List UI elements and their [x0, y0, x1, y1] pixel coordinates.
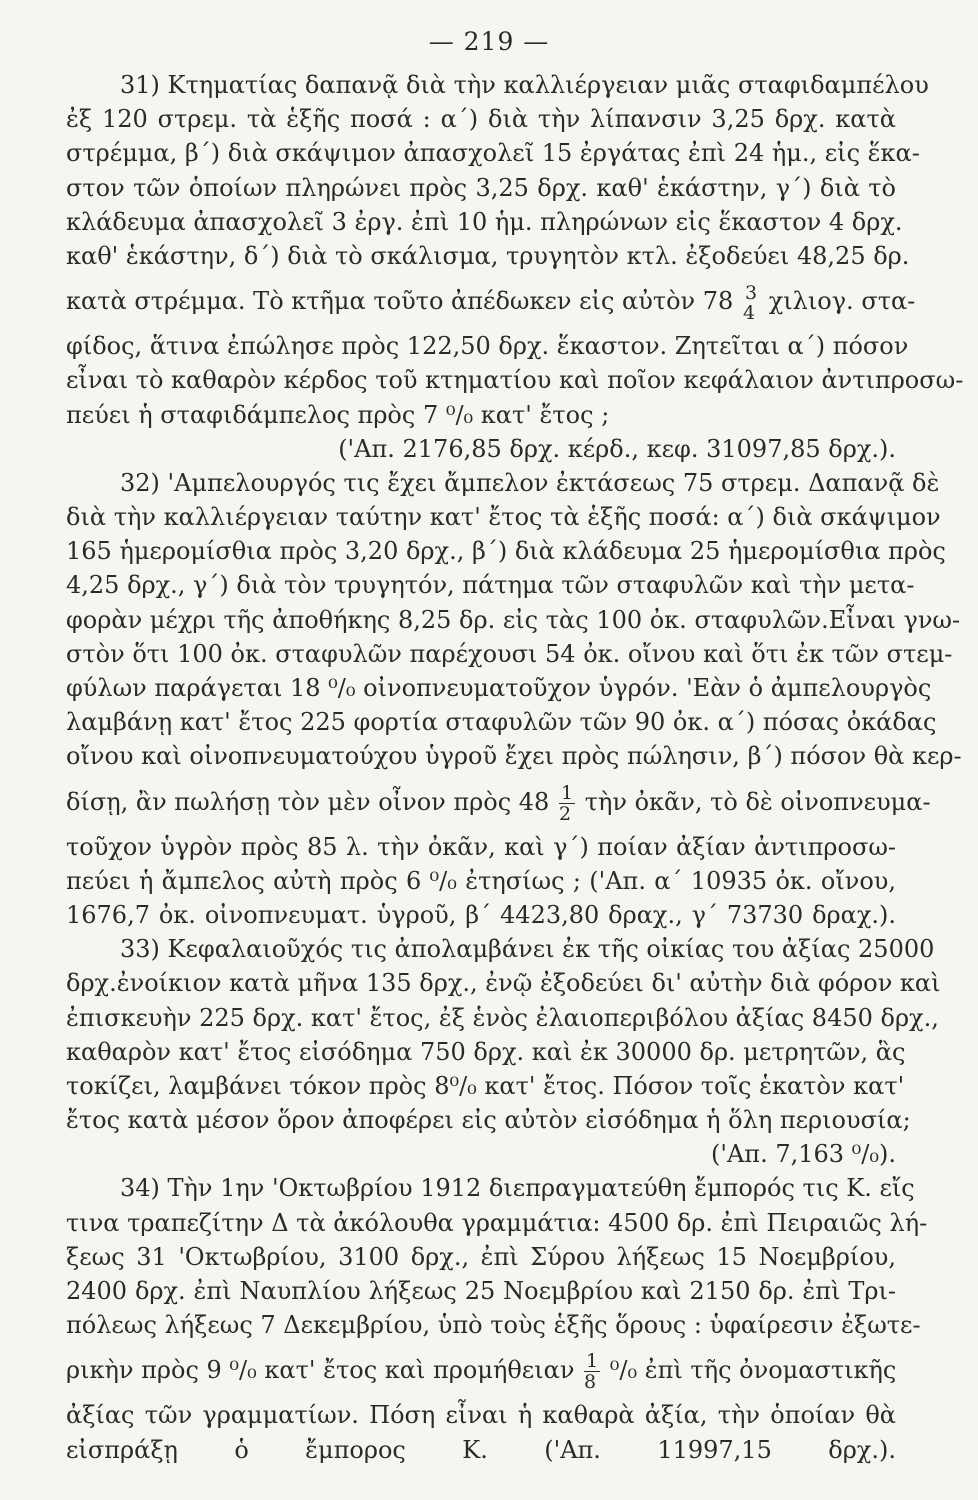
- text-line: στρέμμα, β΄) διὰ σκάψιμον ἀπασχολεῖ 15 ἐργάτας ἐπὶ 24 ἡμ., εἰς ἕκα-: [66, 139, 920, 168]
- text-line: εἶναι τὸ καθαρὸν κέρδος τοῦ κτηματίου καὶ ποῖον κεφάλαιον ἀντιπροσω-: [66, 366, 964, 395]
- text-line: ἐξ 120 στρεμ. τὰ ἑξῆς ποσά : α΄) διὰ τὴν λίπανσιν 3,25 δρχ. κατὰ: [66, 105, 896, 134]
- text-line: ἀξίας τῶν γραμματίων. Πόση εἶναι ἡ καθαρὰ ἀξία, τὴν ὁποίαν θὰ: [66, 1401, 896, 1430]
- text-line: 165 ἡμερομίσθια πρὸς 3,20 δρχ., β΄) διὰ κλάδευμα 25 ἡμερομίσθια πρὸς: [66, 537, 946, 566]
- fraction-denominator: 8: [584, 1371, 597, 1394]
- text-line: ἔτος κατὰ μέσον ὅρον ἀποφέρει εἰς αὐτὸν εἰσόδημα ἡ ὅλη περιουσία;: [66, 1106, 911, 1135]
- fraction-numerator: 1: [560, 781, 574, 804]
- text-line: ἐπισκευὴν 225 δρχ. κατ' ἔτος, ἐξ ἑνὸς ἐλαιοπεριβόλου ἀξίας 8450 δρχ.,: [66, 1003, 939, 1032]
- text-segment: ⁰/₀ ἐπὶ τῆς ὀνομαστικῆς: [609, 1356, 897, 1385]
- text-line: 4,25 δρχ., γ΄) διὰ τὸν τρυγητόν, πάτημα τῶν σταφυλῶν καὶ τὴν μετα-: [66, 571, 915, 600]
- text-line: φορὰν μέχρι τῆς ἀποθήκης 8,25 δρ. εἰς τὰς 100 ὀκ. σταφυλῶν.Εἶναι γνω-: [66, 605, 961, 634]
- answer-segment: ('Απ. 11997,15 δρχ.).: [544, 1435, 896, 1464]
- text-line: πόλεως λήξεως 7 Δεκεμβρίου, ὑπὸ τοὺς ἑξῆς ὅρους : ὑφαίρεσιν ἐξωτε-: [66, 1311, 921, 1340]
- fraction: [584, 1351, 600, 1392]
- text-line: καθ' ἑκάστην, δ΄) διὰ τὸ σκάλισμα, τρυγητὸν κτλ. ἐξοδεύει 48,25 δρ.: [66, 241, 910, 270]
- text-line: φίδος, ἅτινα ἐπώλησε πρὸς 122,50 δρχ. ἕκαστον. Ζητεῖται α΄) πόσον: [66, 332, 909, 361]
- text-line: τοκίζει, λαμβάνει τόκον πρὸς 8⁰/₀ κατ' ἔτος. Πόσον τοῖς ἑκατὸν κατ': [66, 1071, 905, 1100]
- fraction-numerator: 3: [744, 281, 758, 304]
- text-line-with-fraction: [66, 1342, 896, 1398]
- text-line: στον τῶν ὁποίων πληρώνει πρὸς 3,25 δρχ. καθ' ἑκάστην, γ΄) διὰ τὸ: [66, 173, 896, 202]
- fraction: [559, 783, 575, 824]
- text-line: δρχ.ἐνοίκιον κατὰ μῆνα 135 δρχ., ἐνῷ ἐξοδεύει δι' αὐτὴν διὰ φόρον καὶ: [66, 969, 941, 998]
- text-line: πεύει ἡ σταφιδάμπελος πρὸς 7 ⁰/₀ κατ' ἔτος ;: [66, 400, 610, 429]
- text-line: 33) Κεφαλαιοῦχός τις ἀπολαμβάνει ἐκ τῆς οἰκίας του ἀξίας 25000: [120, 935, 935, 964]
- problem-34: [66, 1171, 928, 1466]
- fraction-numerator: 1: [586, 1350, 599, 1373]
- text-line-with-answer: [66, 1433, 896, 1467]
- problem-32: [66, 466, 962, 932]
- problem-33: [66, 932, 941, 1171]
- text-line: ξεως 31 'Οκτωβρίου, 3100 δρχ., ἐπὶ Σύρου λήξεως 15 Νοεμβρίου,: [66, 1242, 896, 1271]
- text-line: κλάδευμα ἀπασχολεῖ 3 ἐργ. ἐπὶ 10 ἡμ. πληρώνων εἰς ἕκαστον 4 δρχ.: [66, 207, 903, 236]
- text-line: 1676,7 ὀκ. οἰνοπνευματ. ὑγροῦ, β΄ 4423,80 δραχ., γ΄ 73730 δραχ.).: [66, 900, 896, 929]
- text-line: πεύει ἡ ἄμπελος αὐτὴ πρὸς 6 ⁰/₀ ἐτησίως ; ('Απ. α΄ 10935 ὀκ. οἴνου,: [66, 866, 896, 895]
- text-line: τοῦχον ὑγρὸν πρὸς 85 λ. τὴν ὀκᾶν, καὶ γ΄) ποίαν ἀξίαν ἀντιπροσω-: [66, 832, 896, 861]
- text-line: τινα τραπεζίτην Δ τὰ ἀκόλουθα γραμμάτια: 4500 δρ. ἐπὶ Πειραιῶς λή-: [66, 1208, 928, 1237]
- text-line: 34) Τὴν 1ην 'Οκτωβρίου 1912 διεπραγματεύθη ἔμπορός τις Κ. εἴς: [120, 1174, 915, 1203]
- text-segment: ρικὴν πρὸς 9 ⁰/₀ κατ' ἔτος καὶ προμήθειαν: [66, 1356, 575, 1385]
- page-text: [66, 68, 964, 1467]
- text-segment: χιλιογ. στα-: [768, 287, 916, 316]
- text-segment: εἰσπράξῃ ὁ ἔμπορος Κ.: [66, 1435, 488, 1464]
- text-line: καθαρὸν κατ' ἔτος εἰσόδημα 750 δρχ. καὶ ἐκ 30000 δρ. μετρητῶν, ἃς: [66, 1037, 906, 1066]
- text-line: διὰ τὴν καλλιέργειαν ταύτην κατ' ἔτος τὰ ἑξῆς ποσά: α΄) διὰ σκάψιμον: [66, 503, 941, 532]
- text-segment: κατὰ στρέμμα. Τὸ κτῆμα τοῦτο ἀπέδωκεν εἰς αὐτὸν 78: [66, 287, 734, 316]
- text-line: 32) 'Αμπελουργός τις ἔχει ἄμπελον ἐκτάσεως 75 στρεμ. Δαπανᾷ δὲ: [120, 468, 940, 497]
- text-line: φύλων παράγεται 18 ⁰/₀ οἰνοπνευματοῦχον ὑγρόν. 'Εὰν ὁ ἀμπελουργὸς: [66, 674, 932, 702]
- text-segment: τὴν ὀκᾶν, τὸ δὲ οἰνοπνευμα-: [584, 787, 931, 816]
- answer-line: ('Απ. 7,163 ⁰/₀).: [711, 1140, 896, 1169]
- text-line-with-fraction: [66, 273, 916, 329]
- text-line: 2400 δρχ. ἐπὶ Ναυπλίου λήξεως 25 Νοεμβρίου καὶ 2150 δρ. ἐπὶ Τρι-: [66, 1277, 896, 1305]
- text-line: οἴνου καὶ οἰνοπνευματούχου ὑγροῦ ἔχει πρὸς πώλησιν, β΄) πόσον θὰ κερ-: [66, 742, 962, 771]
- page-number: — 219 —: [428, 27, 550, 56]
- answer-line: ('Απ. 2176,85 δρχ. κέρδ., κεφ. 31097,85 δρχ.).: [338, 434, 896, 463]
- fraction-denominator: 2: [558, 802, 572, 825]
- text-segment: δίσῃ, ἂν πωλήσῃ τὸν μὲν οἶνον πρὸς 48: [66, 787, 550, 816]
- text-line: στὸν ὅτι 100 ὀκ. σταφυλῶν παρέχουσι 54 ὀκ. οἴνου καὶ ὅτι ἐκ τῶν στεμ-: [66, 639, 953, 668]
- problem-31: [66, 68, 964, 466]
- text-line-with-fraction: [66, 774, 931, 830]
- fraction-denominator: 4: [742, 301, 756, 324]
- fraction: [743, 283, 759, 323]
- text-line: 31) Κτηματίας δαπανᾷ διὰ τὴν καλλιέργειαν μιᾶς σταφιδαμπέλου: [120, 71, 929, 99]
- text-line: λαμβάνῃ κατ' ἔτος 225 φορτία σταφυλῶν τῶν 90 ὀκ. α΄) πόσας ὀκάδας: [66, 708, 937, 737]
